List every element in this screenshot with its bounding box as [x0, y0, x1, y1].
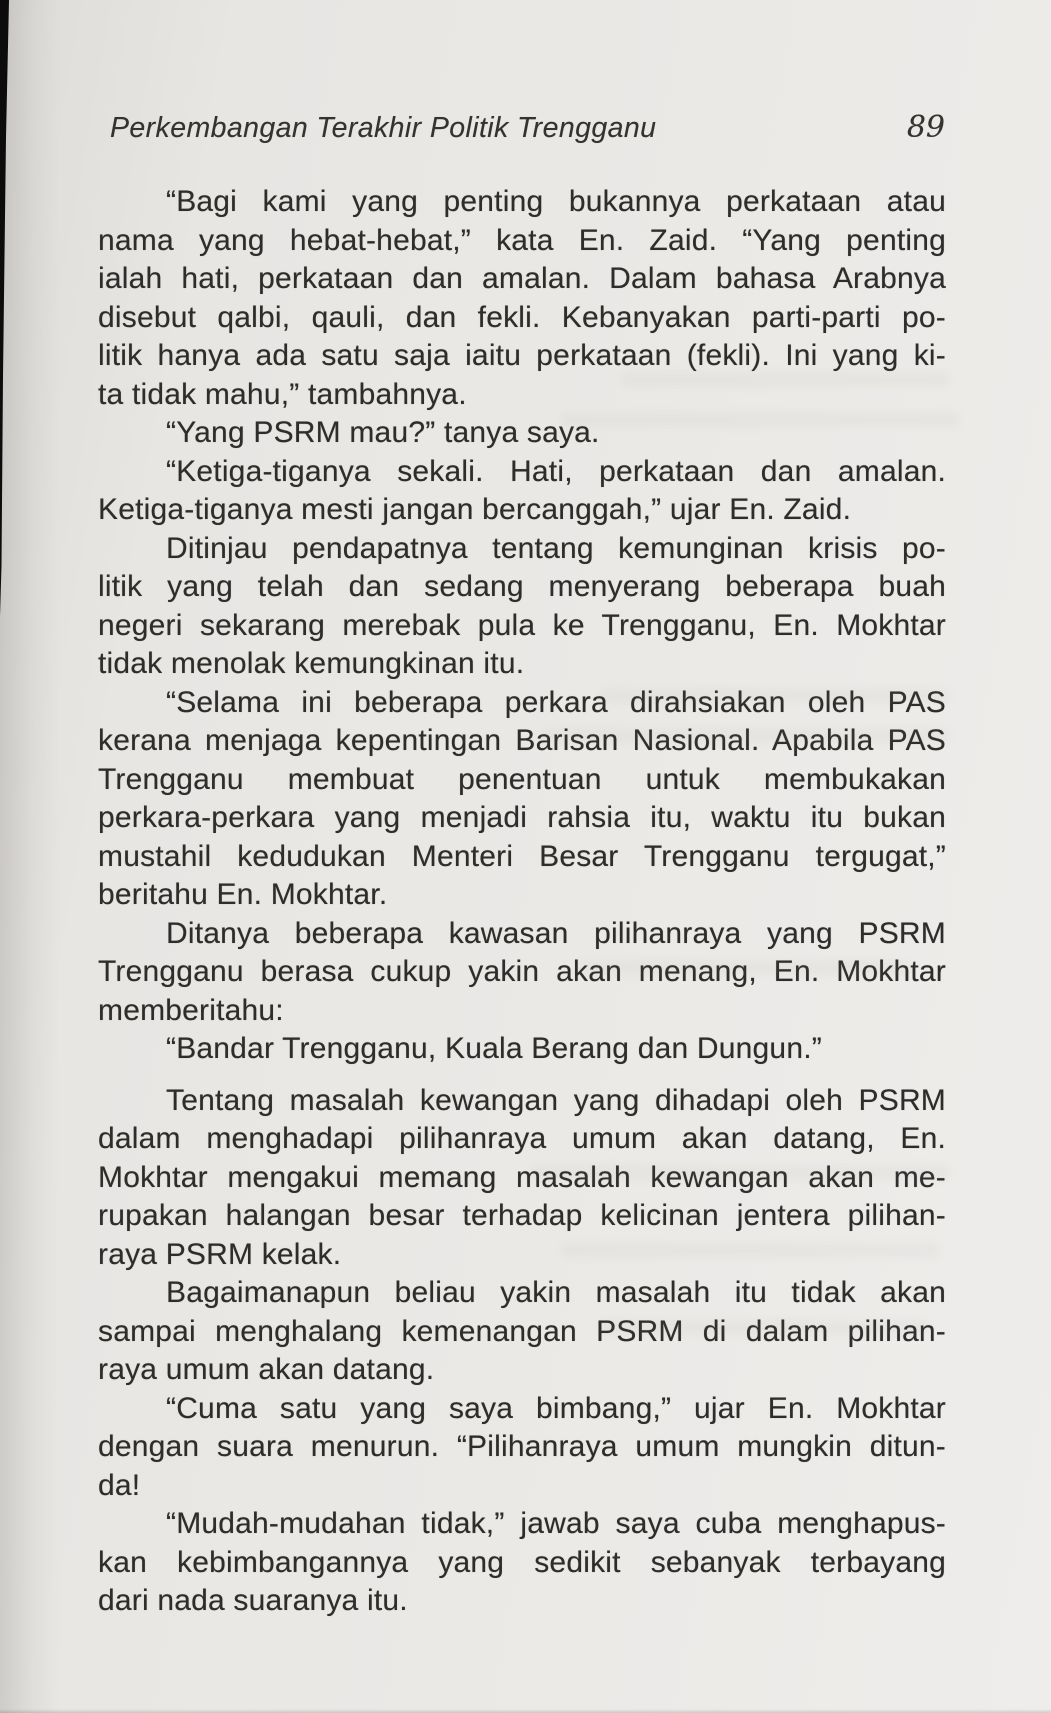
text-line: nama yang hebat-hebat,” kata En. Zaid. “Yang penting: [98, 223, 946, 257]
running-title: Perkembangan Terakhir Politik Trengganu: [110, 112, 657, 144]
text-line: memberitahu:: [98, 993, 284, 1027]
text-line: Ditinjau pendapatnya tentang kemunginan krisis po-: [166, 531, 946, 565]
text-line: Bagaimanapun beliau yakin masalah itu tidak akan: [166, 1276, 946, 1309]
text-line: Trengganu membuat penentuan untuk membukakan: [98, 762, 946, 796]
text-line: raya umum akan datang.: [98, 1353, 435, 1386]
text-line: ta tidak mahu,” tambahnya.: [98, 377, 467, 411]
text-line: “Selama ini beberapa perkara dirahsiakan oleh PAS: [166, 685, 946, 719]
text-line: “Bandar Trengganu, Kuala Berang dan Dungun.”: [166, 1032, 822, 1065]
text-line: disebut qalbi, qauli, dan fekli. Kebanyakan parti-parti po-: [98, 300, 946, 334]
text-line: raya PSRM kelak.: [98, 1237, 342, 1271]
paragraph: [98, 1030, 946, 1069]
text-line: dari nada suaranya itu.: [98, 1584, 408, 1617]
text-line: “Mudah-mudahan tidak,” jawab saya cuba menghapus-: [166, 1507, 946, 1540]
book-gutter-edge: [0, 0, 14, 1713]
text-line: “Ketiga-tiganya sekali. Hati, perkataan dan amalan.: [166, 454, 946, 488]
text-line: sampai menghalang kemenangan PSRM di dalam pilihan-: [98, 1314, 946, 1348]
paragraph: [98, 915, 946, 1031]
text-line: rupakan halangan besar terhadap kelicinan jentera pilihan-: [98, 1199, 946, 1232]
text-line: perkara-perkara yang menjadi rahsia itu, waktu itu bukan: [98, 801, 946, 834]
text-line: ialah hati, perkataan dan amalan. Dalam bahasa Arabnya: [98, 262, 946, 295]
text-line: “Cuma satu yang saya bimbang,” ujar En. Mokhtar: [166, 1391, 946, 1425]
text-line: kan kebimbangannya yang sedikit sebanyak terbayang: [98, 1545, 946, 1579]
text-line: Mokhtar mengakui memang masalah kewangan akan me-: [98, 1160, 946, 1194]
paragraph: [98, 1274, 946, 1390]
text-line: “Bagi kami yang penting bukannya perkataan atau: [166, 185, 946, 218]
paragraph: [98, 414, 946, 453]
paragraph: [98, 1390, 946, 1506]
text-line: da!: [98, 1468, 141, 1502]
paragraph: [98, 453, 946, 530]
text-line: kerana menjaga kepentingan Barisan Nasional. Apabila PAS: [98, 724, 946, 757]
text-line: Ditanya beberapa kawasan pilihanraya yang PSRM: [166, 916, 946, 950]
text-line: litik yang telah dan sedang menyerang beberapa buah: [98, 570, 946, 603]
paragraph: [98, 684, 946, 915]
gutter-shadow: [0, 0, 60, 1713]
text-line: “Yang PSRM mau?” tanya saya.: [166, 416, 600, 449]
text-line: Tentang masalah kewangan yang dihadapi oleh PSRM: [166, 1083, 946, 1117]
text-line: dengan suara menurun. “Pilihanraya umum mungkin ditun-: [98, 1430, 946, 1463]
text-line: mustahil kedudukan Menteri Besar Trengganu tergugat,”: [98, 839, 946, 873]
page-number: 89: [906, 110, 945, 145]
text-line: dalam menghadapi pilihanraya umum akan datang, En.: [98, 1122, 946, 1155]
paragraph: [98, 183, 946, 414]
text-line: Ketiga-tiganya mesti jangan bercanggah,” ujar En. Zaid.: [98, 493, 852, 526]
paragraph: [98, 530, 946, 684]
text-line: Trengganu berasa cukup yakin akan menang, En. Mokhtar: [98, 955, 946, 988]
page-header: [110, 110, 945, 145]
paragraph: [98, 1082, 946, 1275]
text-line: litik hanya ada satu saja iaitu perkataan (fekli). Ini yang ki-: [98, 339, 946, 372]
text-line: beritahu En. Mokhtar.: [98, 878, 388, 911]
paragraph: [98, 1505, 946, 1621]
body-text: [98, 183, 946, 1621]
text-line: tidak menolak kemungkinan itu.: [98, 647, 525, 680]
text-line: negeri sekarang merebak pula ke Trengganu, En. Mokhtar: [98, 608, 946, 642]
